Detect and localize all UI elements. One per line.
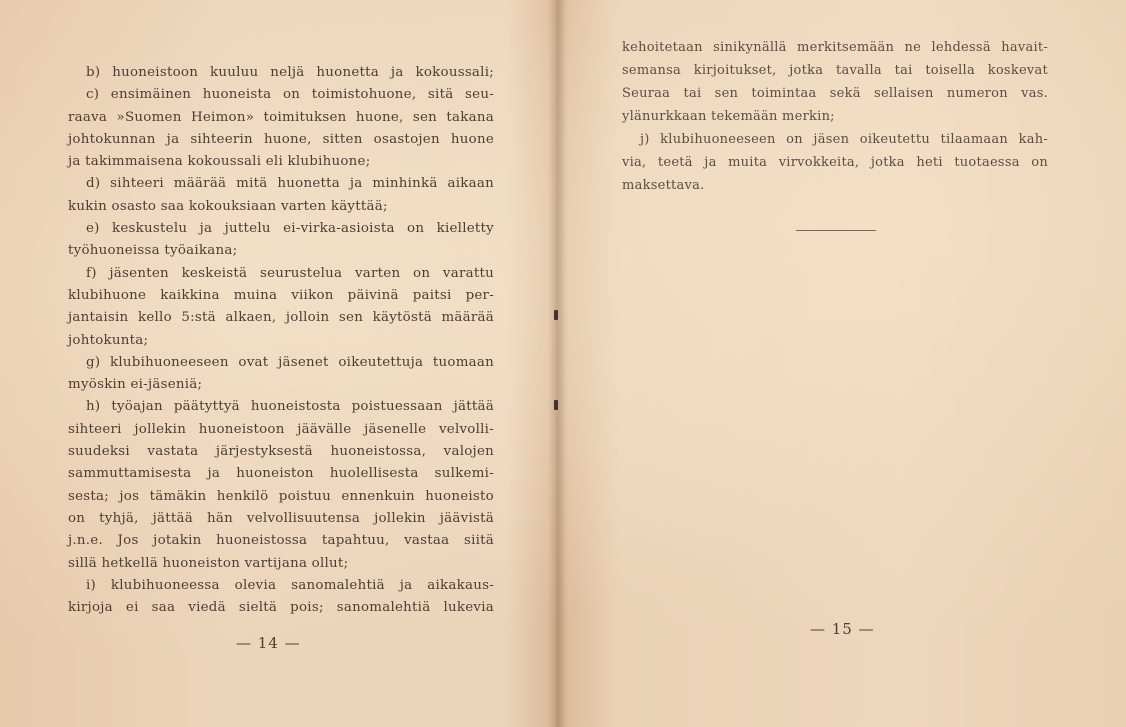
text-line: semansa kirjoitukset, jotka tavalla tai toisella koskevat [622,63,1048,78]
text-line: jantaisin kello 5:stä alkaen, jolloin sen käytöstä määrää [68,310,494,326]
text-line: työhuoneissa työaikana; [68,243,238,259]
text-line: on tyhjä, jättää hän velvollisuutensa jollekin jäävistä [68,510,494,526]
text-line: j) klubihuoneeseen on jäsen oikeutettu tilaamaan kah- [640,132,1048,147]
text-line: klubihuone kaikkina muina viikon päivinä paitsi per- [68,287,494,303]
text-line: sillä hetkellä huoneiston vartijana ollut; [68,555,349,571]
text-line: myöskin ei-jäseniä; [68,377,203,393]
text-line: g) klubihuoneeseen ovat jäsenet oikeutettuja tuomaan [86,354,494,370]
text-line: johtokunnan ja sihteerin huone, sitten osastojen huone [68,131,494,147]
text-line: h) työajan päätyttyä huoneistosta poistuessaan jättää [86,399,494,415]
text-line: maksettava. [622,178,705,193]
right-page [560,0,1126,727]
text-line: sesta; jos tämäkin henkilö poistuu ennenkuin huoneisto [68,488,494,504]
text-line: ylänurkkaan tekemään merkin; [622,109,835,124]
page-number: — 14 — [236,634,301,652]
staple [554,400,558,410]
text-line: raava »Suomen Heimon» toimituksen huone, sen takana [68,109,494,125]
text-line: e) keskustelu ja juttelu ei-virka-asioista on kielletty [86,221,494,237]
text-line: b) huoneistoon kuuluu neljä huonetta ja kokoussali; [86,65,494,80]
left-page [0,0,556,727]
right-page-text [622,36,1048,197]
text-line: ja takimmaisena kokoussali eli klubihuone; [68,154,371,170]
text-line: i) klubihuoneessa olevia sanomalehtiä ja aikakaus- [86,577,494,593]
staple [554,310,558,320]
text-line: johtokunta; [68,332,149,348]
text-line: kukin osasto saa kokouksiaan varten käyttää; [68,198,388,214]
text-line: f) jäsenten keskeistä seurustelua varten on varattu [86,265,494,281]
text-line: sihteeri jollekin huoneistoon jäävälle jäsenelle velvolli- [68,421,494,437]
text-line: Seuraa tai sen toimintaa sekä sellaisen numeron vas. [622,86,1048,101]
text-line: kirjoja ei saa viedä sieltä pois; sanomalehtiä lukevia [68,600,494,616]
text-line: sammuttamisesta ja huoneiston huolellisesta sulkemi- [68,466,494,482]
text-line: j.n.e. Jos jotakin huoneistossa tapahtuu, vastaa siitä [68,533,494,549]
text-line: via, teetä ja muita virvokkeita, jotka heti tuotaessa on [622,155,1048,170]
text-line: suudeksi vastata järjestyksestä huoneistossa, valojen [68,444,494,460]
section-divider [796,230,876,231]
text-line: d) sihteeri määrää mitä huonetta ja minhinkä aikaan [86,176,494,192]
text-line: c) ensimäinen huoneista on toimistohuone, sitä seu- [86,87,494,103]
text-line: kehoitetaan sinikynällä merkitsemään ne lehdessä havait- [622,40,1048,55]
left-page-text [68,62,494,619]
page-number: — 15 — [810,620,875,638]
